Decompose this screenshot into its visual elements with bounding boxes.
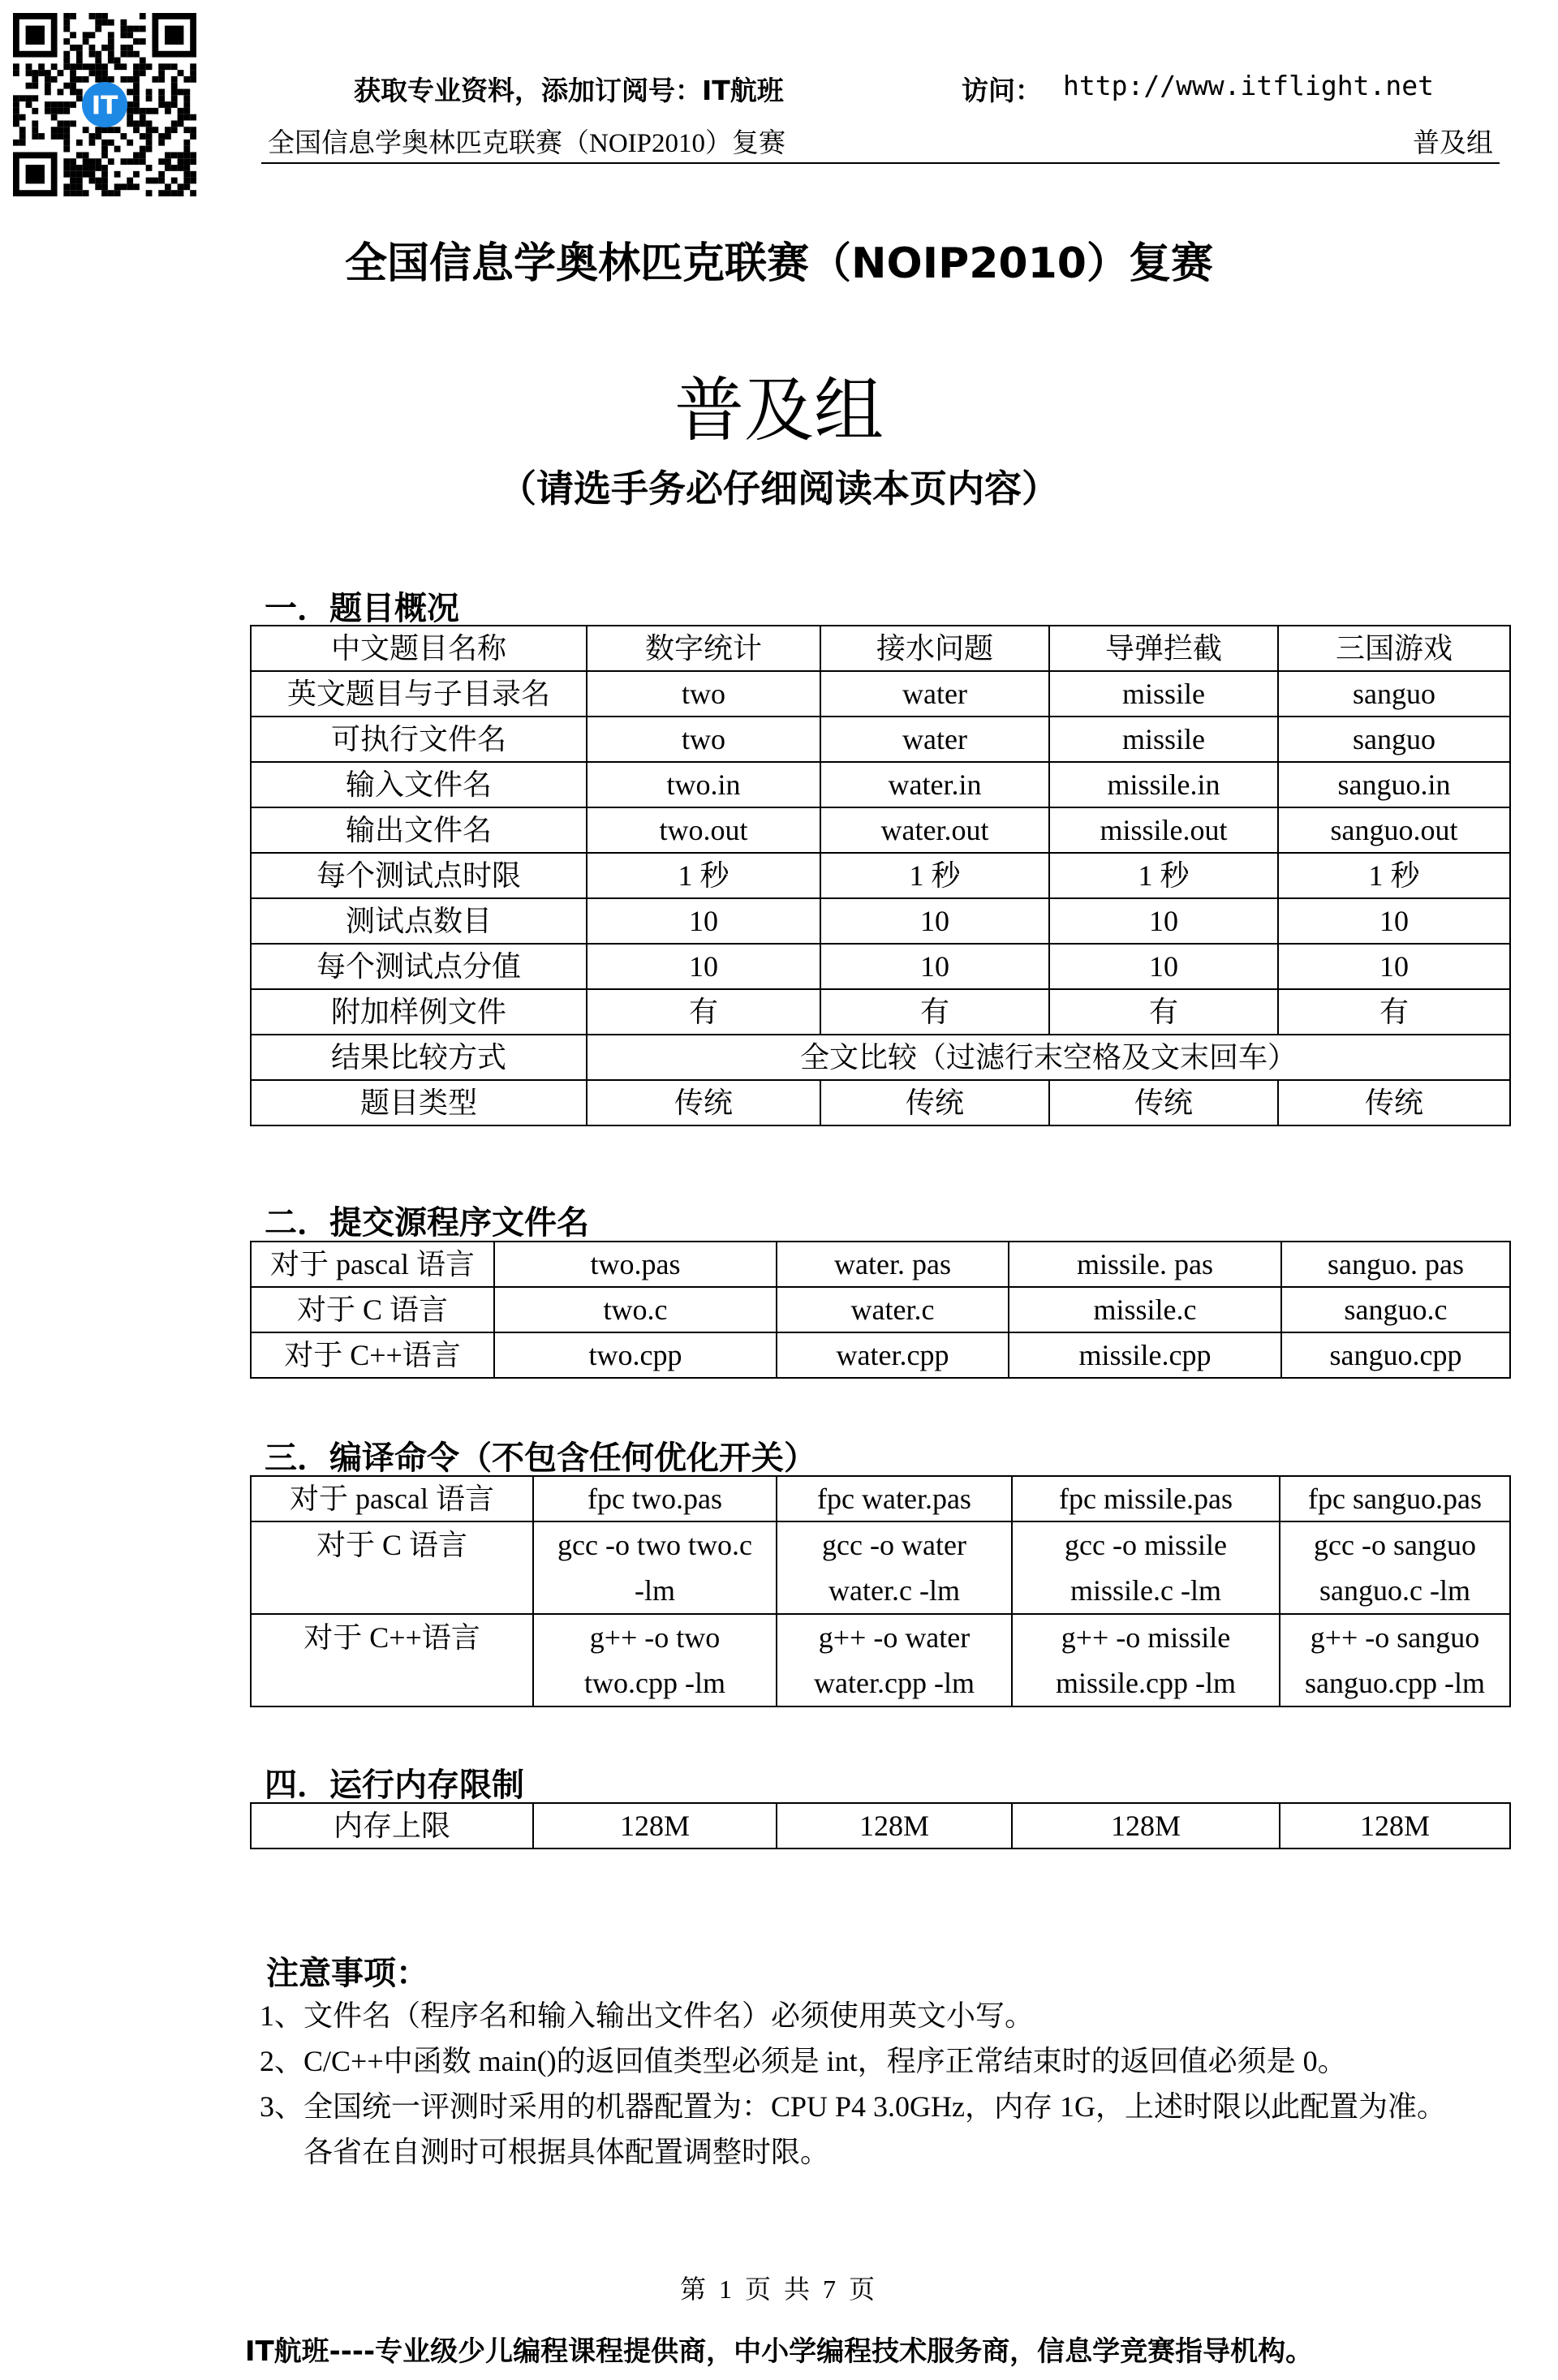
- section3-title: 三．编译命令（不包含任何优化开关）: [265, 1440, 816, 1477]
- table-cell: water: [820, 671, 1049, 717]
- table-cell: 1 秒: [820, 853, 1049, 898]
- table-cell: missile.in: [1049, 762, 1278, 807]
- table-cell: 128M: [1012, 1803, 1280, 1848]
- memory-limit-table: [250, 1802, 1511, 1849]
- row-label-cell: 对于 pascal 语言: [251, 1476, 533, 1521]
- table-cell: 传统: [587, 1080, 820, 1125]
- table-cell: 有: [1049, 989, 1278, 1035]
- instruction-text: （请选手务必仔细阅读本页内容）: [499, 467, 1059, 510]
- row-label-cell: 对于 C++语言: [251, 1614, 533, 1706]
- row-label-cell: 测试点数目: [251, 898, 587, 944]
- table-cell: two: [587, 671, 820, 717]
- table-cell: two.pas: [494, 1242, 777, 1287]
- table-cell: two.in: [587, 762, 820, 807]
- table-row: [251, 1080, 1510, 1125]
- table-cell: 10: [587, 898, 820, 944]
- row-label-cell: 输出文件名: [251, 807, 587, 853]
- table-cell: 10: [820, 898, 1049, 944]
- table-cell: 传统: [1278, 1080, 1510, 1125]
- notes-title: 注意事项：: [266, 1955, 428, 1992]
- table-cell: fpc missile.pas: [1012, 1476, 1280, 1521]
- row-label-cell: 可执行文件名: [251, 717, 587, 762]
- table-cell: missile.out: [1049, 807, 1278, 853]
- table-row: [251, 626, 1510, 671]
- qr-code-image: [13, 13, 196, 196]
- table-cell: two.cpp: [494, 1332, 777, 1378]
- table-cell: water.cpp: [777, 1332, 1009, 1378]
- row-label-cell: 英文题目与子目录名: [251, 671, 587, 717]
- group-label: 普及组: [1413, 129, 1493, 158]
- row-label-cell: 输入文件名: [251, 762, 587, 807]
- compare-method-cell: 全文比较（过滤行末空格及文末回车）: [587, 1035, 1510, 1080]
- table-cell: 传统: [1049, 1080, 1278, 1125]
- table-cell: 传统: [820, 1080, 1049, 1125]
- table-cell: water.out: [820, 807, 1049, 853]
- table-cell: missile.cpp: [1009, 1332, 1281, 1378]
- page-number: 第 1 页 共 7 页: [679, 2275, 878, 2304]
- table-row: [251, 1476, 1510, 1521]
- table-cell: fpc water.pas: [777, 1476, 1012, 1521]
- row-label-cell: 对于 C 语言: [251, 1521, 533, 1614]
- visit-label: 访问：: [962, 75, 1042, 106]
- table-cell: gcc -o sanguo sanguo.c -lm: [1280, 1521, 1510, 1614]
- footer-slogan: IT航班----专业级少儿编程课程提供商，中小学编程技术服务商，信息学竞赛指导机构。: [244, 2335, 1314, 2368]
- table-cell: 三国游戏: [1278, 626, 1510, 671]
- table-cell: 128M: [777, 1803, 1012, 1848]
- table-cell: sanguo. pas: [1281, 1242, 1510, 1287]
- table-cell: 10: [1278, 944, 1510, 989]
- row-label-cell: 对于 C++语言: [251, 1332, 494, 1378]
- table-cell: sanguo.out: [1278, 807, 1510, 853]
- table-cell: 接水问题: [820, 626, 1049, 671]
- table-row: [251, 989, 1510, 1035]
- row-label-cell: 附加样例文件: [251, 989, 587, 1035]
- table-cell: sanguo.in: [1278, 762, 1510, 807]
- table-cell: 数字统计: [587, 626, 820, 671]
- table-row: [251, 853, 1510, 898]
- table-cell: 1 秒: [1278, 853, 1510, 898]
- table-cell: gcc -o missile missile.c -lm: [1012, 1521, 1280, 1614]
- note-item: 各省在自测时可根据具体配置调整时限。: [303, 2136, 830, 2168]
- section1-title: 一．题目概况: [265, 590, 459, 627]
- table-cell: 10: [1049, 944, 1278, 989]
- table-cell: water. pas: [777, 1242, 1009, 1287]
- table-cell: sanguo: [1278, 671, 1510, 717]
- table-cell: g++ -o sanguo sanguo.cpp -lm: [1280, 1614, 1510, 1706]
- table-cell: 10: [587, 944, 820, 989]
- table-row: [251, 717, 1510, 762]
- table-cell: missile: [1049, 717, 1278, 762]
- row-label-cell: 每个测试点时限: [251, 853, 587, 898]
- table-cell: water.in: [820, 762, 1049, 807]
- table-row: [251, 1332, 1510, 1378]
- section2-title: 二．提交源程序文件名: [265, 1204, 589, 1242]
- table-row: [251, 671, 1510, 717]
- table-cell: gcc -o two two.c -lm: [533, 1521, 777, 1614]
- table-row: [251, 1242, 1510, 1287]
- table-cell: two.out: [587, 807, 820, 853]
- document-title: 全国信息学奥林匹克联赛（NOIP2010）复赛: [345, 239, 1213, 288]
- table-cell: 导弹拦截: [1049, 626, 1278, 671]
- table-cell: 有: [587, 989, 820, 1035]
- table-row: [251, 1614, 1510, 1706]
- table-row: [251, 898, 1510, 944]
- table-row: [251, 762, 1510, 807]
- table-row: [251, 1521, 1510, 1614]
- row-label-cell: 结果比较方式: [251, 1035, 587, 1080]
- table-cell: 128M: [1280, 1803, 1510, 1848]
- table-cell: water.c: [777, 1287, 1009, 1332]
- table-cell: g++ -o water water.cpp -lm: [777, 1614, 1012, 1706]
- table-cell: 10: [820, 944, 1049, 989]
- row-label-cell: 题目类型: [251, 1080, 587, 1125]
- running-title: 全国信息学奥林匹克联赛（NOIP2010）复赛: [268, 129, 786, 158]
- note-item: 3、全国统一评测时采用的机器配置为：CPU P4 3.0GHz，内存 1G，上述时限以此配置为准。: [260, 2090, 1447, 2123]
- table-row: [251, 1035, 1510, 1080]
- table-cell: missile: [1049, 671, 1278, 717]
- table-cell: two: [587, 717, 820, 762]
- table-cell: sanguo.cpp: [1281, 1332, 1510, 1378]
- promo-text: 获取专业资料，添加订阅号：IT航班: [354, 75, 784, 106]
- table-row: [251, 944, 1510, 989]
- table-cell: missile.c: [1009, 1287, 1281, 1332]
- note-item: 1、文件名（程序名和输入输出文件名）必须使用英文小写。: [260, 1999, 1035, 2032]
- header-divider: [261, 162, 1500, 164]
- table-cell: water: [820, 717, 1049, 762]
- row-label-cell: 中文题目名称: [251, 626, 587, 671]
- table-cell: 有: [820, 989, 1049, 1035]
- site-url[interactable]: http://www.itflight.net: [1063, 70, 1434, 101]
- compile-command-table: [250, 1475, 1511, 1707]
- qr-logo-text: IT: [91, 91, 118, 121]
- source-filename-table: [250, 1241, 1511, 1379]
- table-cell: 1 秒: [587, 853, 820, 898]
- table-cell: fpc two.pas: [533, 1476, 777, 1521]
- group-title: 普及组: [674, 372, 884, 450]
- row-label-cell: 每个测试点分值: [251, 944, 587, 989]
- table-cell: fpc sanguo.pas: [1280, 1476, 1510, 1521]
- table-row: [251, 1803, 1510, 1848]
- table-row: [251, 1287, 1510, 1332]
- table-cell: 有: [1278, 989, 1510, 1035]
- row-label-cell: 内存上限: [251, 1803, 533, 1848]
- table-cell: sanguo.c: [1281, 1287, 1510, 1332]
- note-item: 2、C/C++中函数 main()的返回值类型必须是 int，程序正常结束时的返回值必须是 0。: [260, 2045, 1347, 2077]
- section4-title: 四．运行内存限制: [265, 1767, 524, 1804]
- table-cell: 10: [1049, 898, 1278, 944]
- problem-overview-table: [250, 625, 1511, 1126]
- table-cell: 1 秒: [1049, 853, 1278, 898]
- table-cell: missile. pas: [1009, 1242, 1281, 1287]
- table-cell: gcc -o water water.c -lm: [777, 1521, 1012, 1614]
- table-cell: g++ -o two two.cpp -lm: [533, 1614, 777, 1706]
- table-cell: g++ -o missile missile.cpp -lm: [1012, 1614, 1280, 1706]
- table-cell: sanguo: [1278, 717, 1510, 762]
- table-row: [251, 807, 1510, 853]
- table-cell: 10: [1278, 898, 1510, 944]
- row-label-cell: 对于 C 语言: [251, 1287, 494, 1332]
- table-cell: two.c: [494, 1287, 777, 1332]
- table-cell: 128M: [533, 1803, 777, 1848]
- row-label-cell: 对于 pascal 语言: [251, 1242, 494, 1287]
